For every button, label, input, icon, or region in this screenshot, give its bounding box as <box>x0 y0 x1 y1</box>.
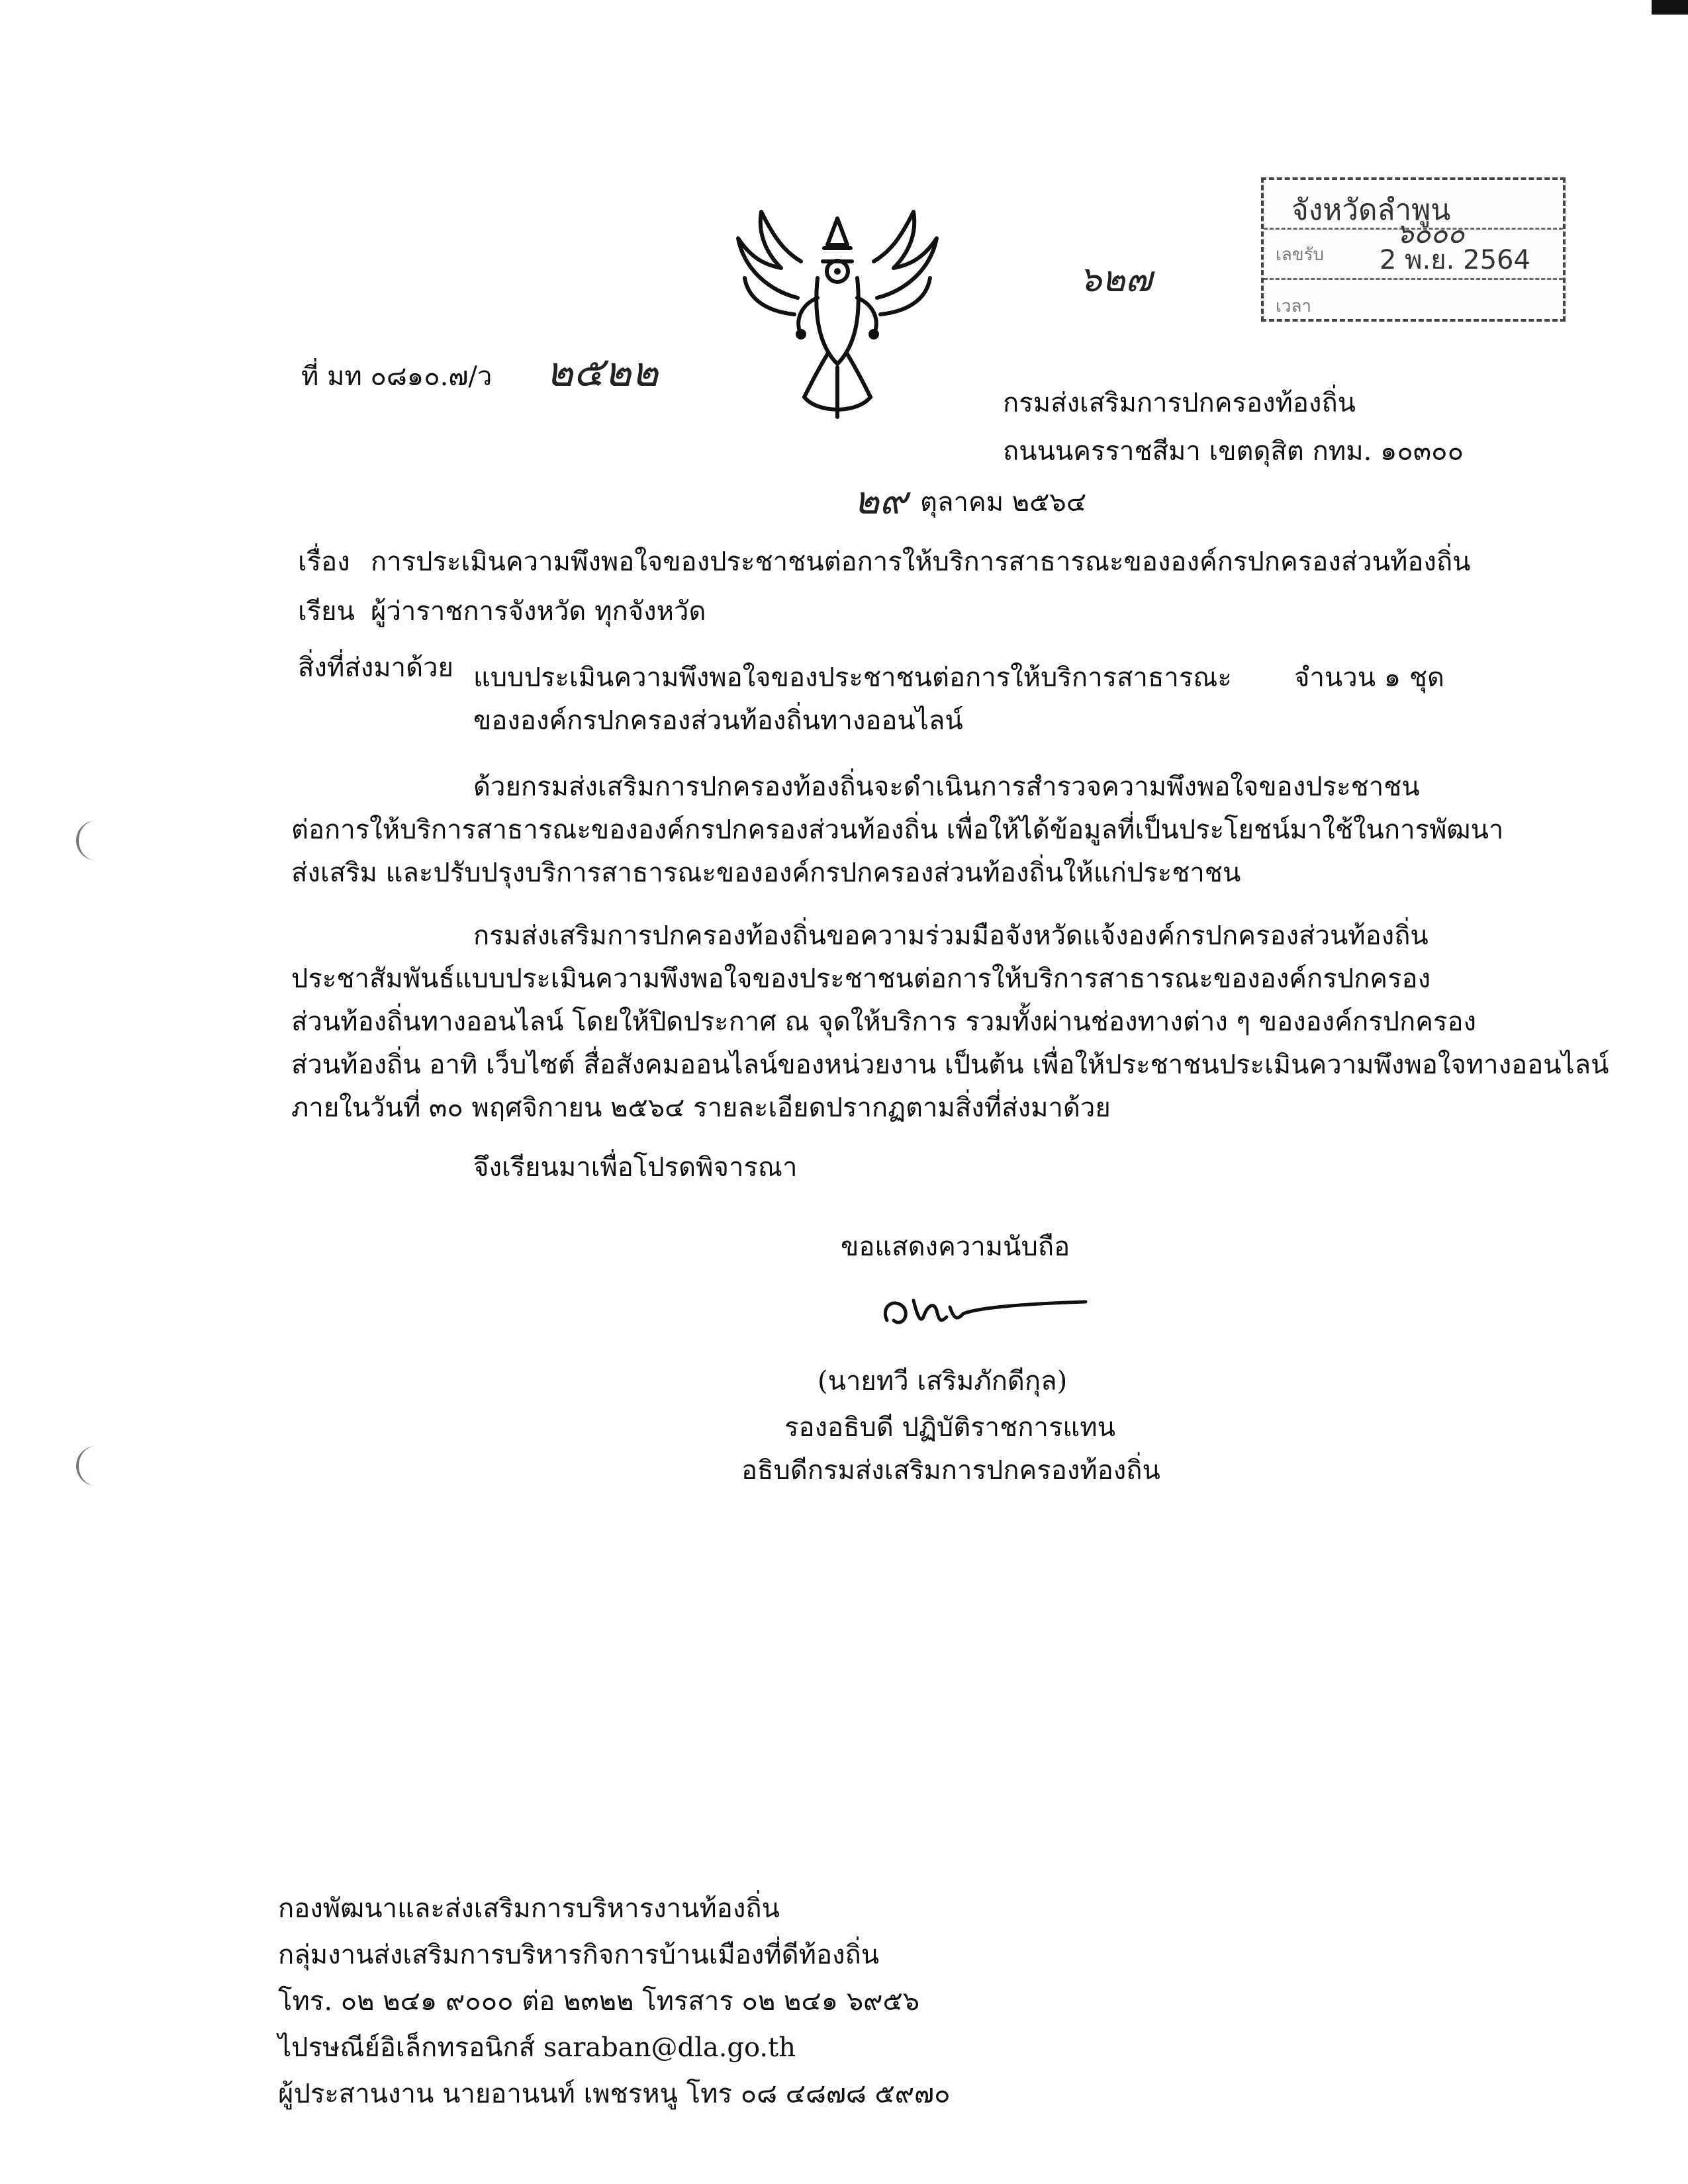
scan-edge-mark <box>1652 0 1688 15</box>
garuda-emblem-icon <box>718 199 957 424</box>
paragraph-2-line: ส่วนท้องถิ่น อาทิ เว็บไซต์ สื่อสังคมออนไลน์ของหน่วยงาน เป็นต้น เพื่อให้ประชาชนประเมินความพึงพอใจทางออนไลน์ <box>291 1050 1609 1080</box>
enclosure-quantity: จำนวน ๑ ชุด <box>1294 662 1444 693</box>
footer-line: กลุ่มงานส่งเสริมการบริหารกิจการบ้านเมืองที่ดีท้องถิ่น <box>278 1940 880 1970</box>
signer-title-2: อธิบดีกรมส่งเสริมการปกครองท้องถิ่น <box>741 1455 1160 1486</box>
footer-line: โทร. ๐๒ ๒๔๑ ๙๐๐๐ ต่อ ๒๓๒๒ โทรสาร ๐๒ ๒๔๑ ๖๙๕๖ <box>278 1986 920 2017</box>
paragraph-1-line: ด้วยกรมส่งเสริมการปกครองท้องถิ่นจะดำเนินการสำรวจความพึงพอใจของประชาชน <box>473 772 1420 802</box>
paragraph-1-line: ต่อการให้บริการสาธารณะขององค์กรปกครองส่วนท้องถิ่น เพื่อให้ได้ข้อมูลที่เป็นประโยชน์มาใช้ในการพัฒนา <box>291 815 1504 845</box>
signer-name: (นายทวี เสริมภักดีกุล) <box>818 1366 1068 1396</box>
reference-prefix: ที่ มท ๐๘๑๐.๗/ว <box>301 361 492 392</box>
signer-title-1: รองอธิบดี ปฏิบัติราชการแทน <box>784 1412 1115 1443</box>
org-name: กรมส่งเสริมการปกครองท้องถิ่น <box>1003 388 1356 418</box>
closing-line: จึงเรียนมาเพื่อโปรดพิจารณา <box>473 1152 798 1183</box>
date-day: ๒๙ <box>854 478 908 523</box>
paragraph-2-line: กรมส่งเสริมการปกครองท้องถิ่นขอความร่วมมือจังหวัดแจ้งองค์กรปกครองส่วนท้องถิ่น <box>473 921 1429 951</box>
org-address: ถนนนครราชสีมา เขตดุสิต กทม. ๑๐๓๐๐ <box>1003 436 1464 467</box>
punch-hole-mark <box>76 1446 99 1486</box>
enclosure-line-2: ขององค์กรปกครองส่วนท้องถิ่นทางออนไลน์ <box>473 705 963 736</box>
paragraph-2-line: ภายในวันที่ ๓๐ พฤศจิกายน ๒๕๖๔ รายละเอียดปรากฏตามสิ่งที่ส่งมาด้วย <box>291 1093 1111 1123</box>
paragraph-1-line: ส่งเสริม และปรับปรุงบริการสาธารณะขององค์กรปกครองส่วนท้องถิ่นให้แก่ประชาชน <box>291 858 1241 888</box>
subject-label: เรื่อง <box>298 547 350 577</box>
handwritten-note: ๖๒๗ <box>1079 258 1152 300</box>
stamp-row3-label: เวลา <box>1276 296 1312 316</box>
footer-line: ผู้ประสานงาน นายอานนท์ เพชรหนู โทร ๐๘ ๔๘๗๘ ๕๙๗๐ <box>278 2079 951 2109</box>
regards-line: ขอแสดงความนับถือ <box>841 1232 1070 1262</box>
stamp-number: ๖๐๐๐ <box>1396 217 1465 250</box>
stamp-province: จังหวัดลำพูน <box>1291 193 1451 227</box>
reference-number: ๒๕๒๒ <box>546 347 659 396</box>
to-text: ผู้ว่าราชการจังหวัด ทุกจังหวัด <box>371 596 706 627</box>
to-label: เรียน <box>298 596 355 627</box>
paragraph-2-line: ส่วนท้องถิ่นทางออนไลน์ โดยให้ปิดประกาศ ณ จุดให้บริการ รวมทั้งผ่านช่องทางต่าง ๆ ขององค์กรปกครอง <box>291 1007 1477 1037</box>
signature-icon <box>874 1281 1092 1340</box>
date-month-year: ตุลาคม ๒๕๖๔ <box>920 487 1087 518</box>
stamp-date: 2 พ.ย. 2564 <box>1380 245 1530 275</box>
stamp-row2-label: เลขรับ <box>1276 245 1325 265</box>
punch-hole-mark <box>76 821 99 860</box>
enclosure-label: สิ่งที่ส่งมาด้วย <box>298 653 453 683</box>
footer-line: ไปรษณีย์อิเล็กทรอนิกส์ saraban@dla.go.th <box>278 2032 796 2063</box>
paragraph-2-line: ประชาสัมพันธ์แบบประเมินความพึงพอใจของประชาชนต่อการให้บริการสาธารณะขององค์กรปกครอง <box>291 964 1431 994</box>
receiving-stamp <box>1261 177 1566 322</box>
subject-text: การประเมินความพึงพอใจของประชาชนต่อการให้บริการสาธารณะขององค์กรปกครองส่วนท้องถิ่น <box>371 547 1471 577</box>
footer-line: กองพัฒนาและส่งเสริมการบริหารงานท้องถิ่น <box>278 1893 780 1924</box>
enclosure-line-1: แบบประเมินความพึงพอใจของประชาชนต่อการให้บริการสาธารณะ <box>473 662 1232 693</box>
